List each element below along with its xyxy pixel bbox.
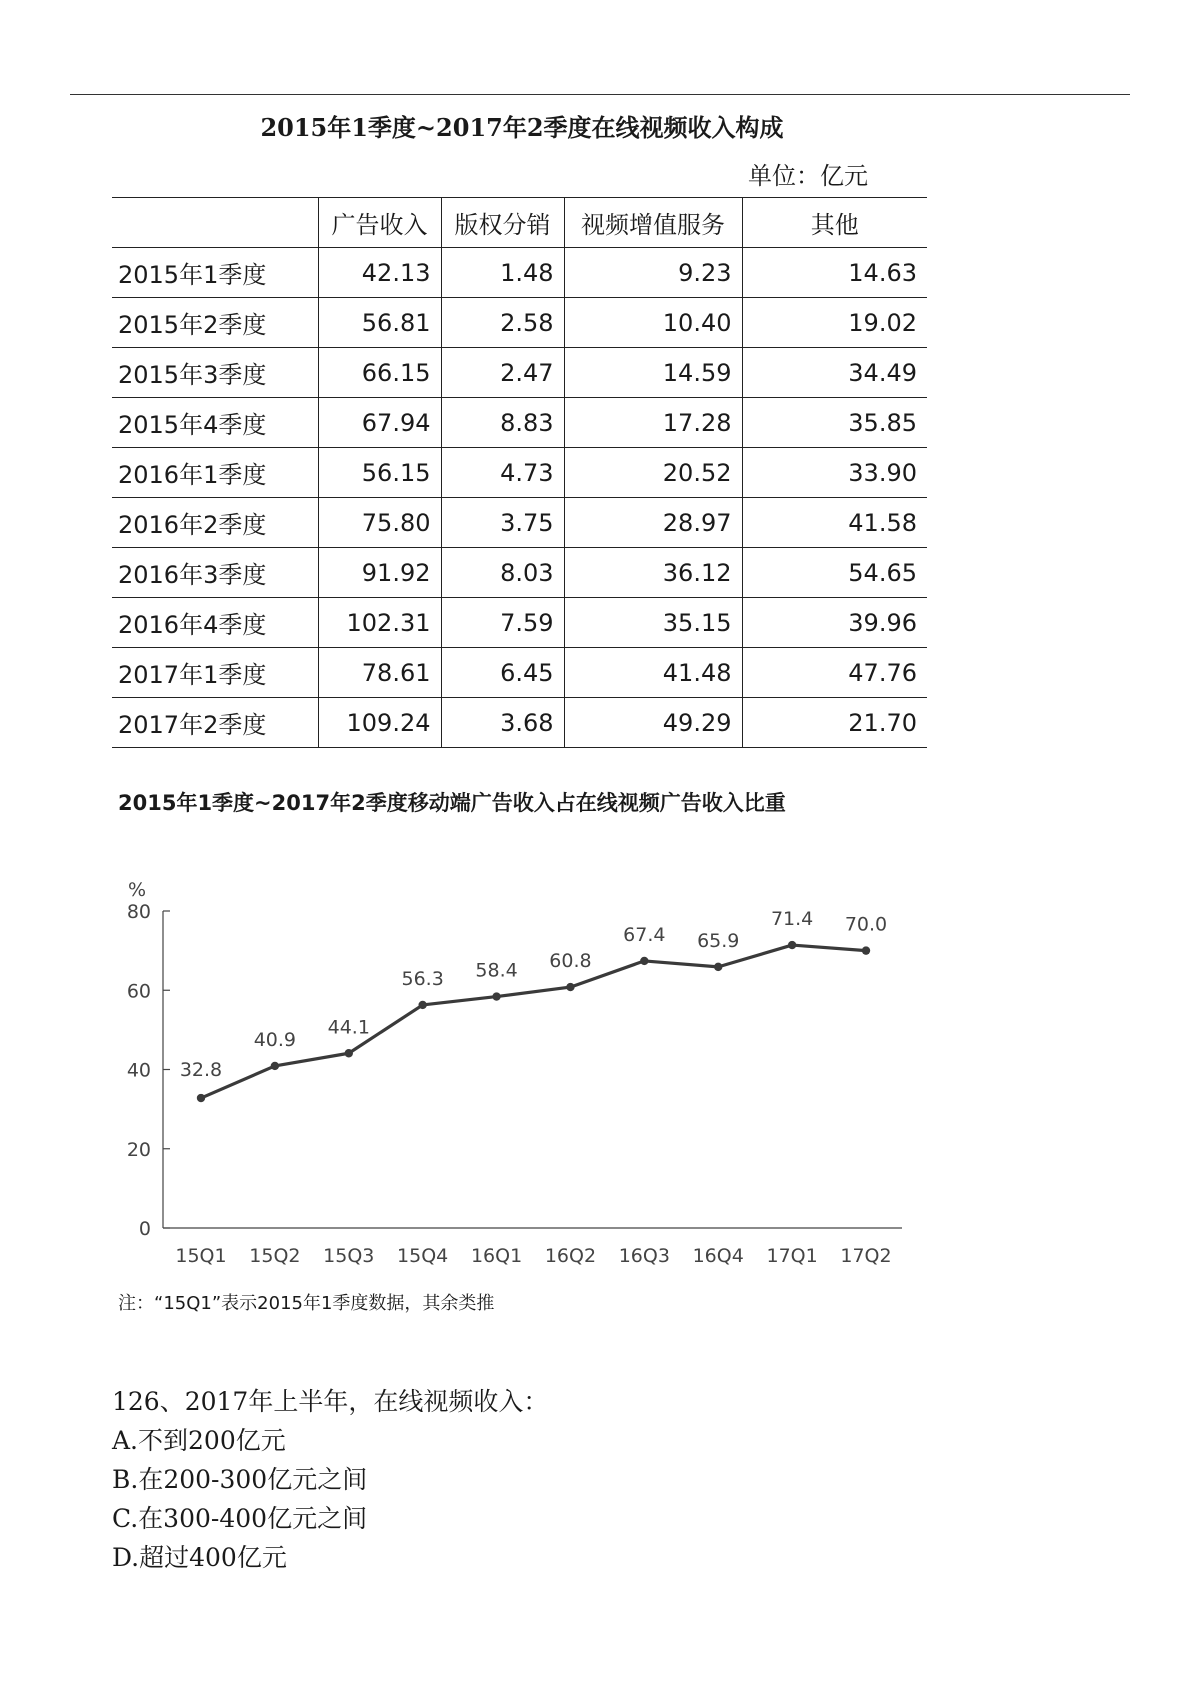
x-tick-label: 17Q1 — [766, 1245, 818, 1267]
cell-copyright: 1.48 — [441, 248, 564, 298]
x-tick-label: 16Q4 — [692, 1245, 744, 1267]
cell-vas: 9.23 — [564, 248, 742, 298]
cell-quarter: 2017年2季度 — [118, 711, 267, 739]
cell-copyright: 2.47 — [441, 348, 564, 398]
data-label: 44.1 — [327, 1016, 370, 1039]
data-point — [345, 1049, 353, 1057]
table-title: 2015年1季度~2017年2季度在线视频收入构成 — [260, 113, 784, 142]
cell-copyright: 2.58 — [441, 298, 564, 348]
question-block — [112, 1382, 548, 1577]
data-label: 71.4 — [770, 908, 814, 931]
data-point — [566, 983, 574, 991]
cell-quarter: 2015年3季度 — [118, 361, 267, 389]
cell-copyright: 4.73 — [441, 448, 564, 498]
cell-ad: 56.81 — [318, 298, 441, 348]
data-label: 70.0 — [844, 913, 888, 936]
data-point — [788, 941, 796, 949]
x-tick-label: 16Q3 — [618, 1245, 670, 1267]
y-tick-label: 0 — [138, 1218, 151, 1240]
y-tick-label: 20 — [126, 1138, 151, 1161]
cell-ad: 75.80 — [318, 498, 441, 548]
x-tick-label: 15Q3 — [323, 1245, 375, 1267]
header-vas: 视频增值服务 — [564, 198, 742, 248]
cell-quarter: 2016年4季度 — [118, 611, 267, 639]
cell-ad: 102.31 — [318, 598, 441, 648]
cell-quarter: 2016年1季度 — [118, 461, 267, 489]
data-label: 40.9 — [253, 1028, 297, 1051]
cell-quarter: 2015年1季度 — [118, 261, 267, 289]
table-unit: 单位：亿元 — [748, 162, 868, 190]
data-point — [197, 1094, 205, 1102]
chart-title: 2015年1季度~2017年2季度移动端广告收入占在线视频广告收入比重 — [118, 791, 786, 815]
data-label: 67.4 — [623, 923, 666, 946]
cell-quarter: 2016年2季度 — [118, 511, 267, 539]
cell-other: 21.70 — [742, 698, 927, 748]
chart-note: 注：“15Q1”表示2015年1季度数据，其余类推 — [118, 1293, 495, 1314]
x-tick-label: 16Q2 — [544, 1245, 597, 1267]
cell-vas: 28.97 — [564, 498, 742, 548]
cell-vas: 14.59 — [564, 348, 742, 398]
y-axis-unit: % — [127, 879, 147, 901]
cell-other: 14.63 — [742, 248, 927, 298]
x-tick-label: 15Q1 — [175, 1245, 227, 1267]
cell-other: 33.90 — [742, 448, 927, 498]
cell-quarter: 2016年3季度 — [118, 561, 267, 589]
data-label: 32.8 — [179, 1059, 223, 1082]
cell-copyright: 3.68 — [441, 698, 564, 748]
cell-other: 34.49 — [742, 348, 927, 398]
cell-ad: 42.13 — [318, 248, 441, 298]
cell-ad: 66.15 — [318, 348, 441, 398]
cell-ad: 78.61 — [318, 648, 441, 698]
data-point — [492, 992, 500, 1000]
data-label: 60.8 — [549, 950, 592, 973]
y-tick-label: 80 — [126, 901, 151, 923]
cell-other: 47.76 — [742, 648, 927, 698]
cell-vas: 20.52 — [564, 448, 742, 498]
cell-ad: 67.94 — [318, 398, 441, 448]
data-label: 56.3 — [401, 967, 444, 990]
cell-vas: 41.48 — [564, 648, 742, 698]
data-point — [714, 963, 722, 971]
question-stem: 126、2017年上半年，在线视频收入： — [112, 1387, 549, 1416]
series-line — [201, 945, 866, 1098]
cell-other: 19.02 — [742, 298, 927, 348]
cell-copyright: 8.03 — [441, 548, 564, 598]
cell-vas: 10.40 — [564, 298, 742, 348]
cell-other: 54.65 — [742, 548, 927, 598]
x-tick-label: 16Q1 — [470, 1245, 523, 1267]
cell-vas: 36.12 — [564, 548, 742, 598]
cell-other: 35.85 — [742, 398, 927, 448]
data-point — [862, 946, 870, 954]
cell-other: 39.96 — [742, 598, 927, 648]
cell-ad: 56.15 — [318, 448, 441, 498]
cell-ad: 109.24 — [318, 698, 441, 748]
cell-copyright: 6.45 — [441, 648, 564, 698]
data-label: 65.9 — [697, 929, 740, 952]
cell-quarter: 2017年1季度 — [118, 661, 267, 689]
cell-other: 41.58 — [742, 498, 927, 548]
option-a: A.不到200亿元 — [112, 1426, 286, 1455]
cell-quarter: 2015年2季度 — [118, 311, 267, 339]
header-copyright: 版权分销 — [441, 198, 564, 248]
header-ad: 广告收入 — [318, 198, 441, 248]
cell-vas: 17.28 — [564, 398, 742, 448]
cell-vas: 49.29 — [564, 698, 742, 748]
data-label: 58.4 — [475, 959, 518, 982]
option-b: B.在200-300亿元之间 — [112, 1465, 368, 1494]
x-tick-label: 15Q2 — [249, 1245, 301, 1267]
cell-vas: 35.15 — [564, 598, 742, 648]
option-c: C.在300-400亿元之间 — [112, 1504, 368, 1533]
data-point — [271, 1062, 279, 1070]
cell-copyright: 3.75 — [441, 498, 564, 548]
y-tick-label: 40 — [126, 1059, 151, 1082]
y-tick-label: 60 — [126, 980, 151, 1003]
cell-copyright: 8.83 — [441, 398, 564, 448]
x-tick-label: 15Q4 — [397, 1245, 449, 1267]
data-point — [418, 1001, 426, 1009]
data-point — [640, 957, 648, 965]
option-d: D.超过400亿元 — [112, 1543, 287, 1572]
header-other: 其他 — [742, 198, 927, 248]
x-tick-label: 17Q2 — [840, 1245, 892, 1267]
cell-quarter: 2015年4季度 — [118, 411, 267, 439]
cell-ad: 91.92 — [318, 548, 441, 598]
cell-copyright: 7.59 — [441, 598, 564, 648]
